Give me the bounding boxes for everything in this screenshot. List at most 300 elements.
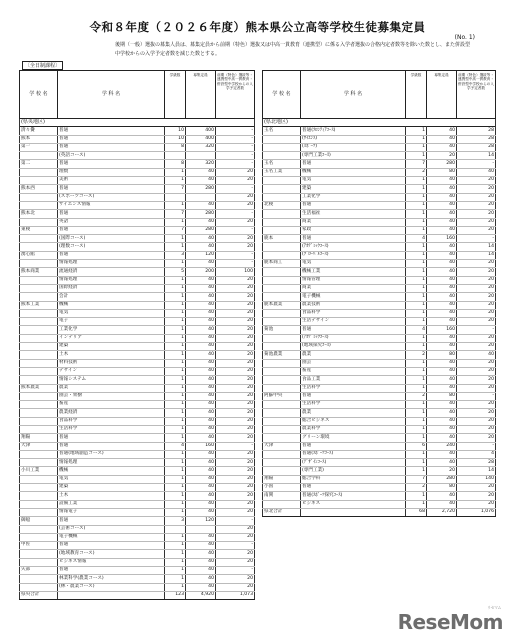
course-name-cell: (ｸﾞﾛｰﾊﾞﾙｺｰｽ) — [301, 251, 406, 259]
quota-cell: 40 — [186, 450, 216, 458]
classes-cell: 1 — [165, 492, 186, 500]
note-cell: - — [216, 542, 255, 550]
quota-cell: 40 — [427, 185, 457, 193]
school-name-cell — [263, 309, 301, 317]
quota-cell: 40 — [186, 434, 216, 442]
school-name-cell — [263, 185, 301, 193]
section-label: 〔全日制課程〕 — [22, 61, 63, 70]
table-row — [263, 417, 496, 425]
quota-cell: 40 — [427, 301, 457, 309]
note-cell: 20 — [216, 500, 255, 508]
classes-cell: 1 — [406, 218, 427, 226]
course-name-cell: 機械工業 — [301, 268, 406, 276]
table-row — [20, 525, 255, 533]
note-cell: 14 — [457, 467, 496, 475]
classes-cell: 1 — [165, 558, 186, 566]
region-row — [263, 119, 496, 127]
note-cell: - — [216, 567, 255, 575]
course-name-cell: (専門工業ｺｰｽ) — [301, 152, 406, 160]
school-name-cell — [263, 135, 301, 143]
school-name-cell: 第一 — [20, 143, 58, 151]
quota-cell: 40 — [427, 276, 457, 284]
classes-cell: 2 — [406, 351, 427, 359]
course-name-cell: 情報処理 — [58, 459, 165, 467]
school-name-cell — [20, 575, 58, 583]
course-name-cell: 普通 — [301, 442, 406, 450]
classes-cell: 7 — [165, 185, 186, 193]
course-name-cell: 情報電子 — [58, 508, 165, 516]
school-name-cell — [263, 409, 301, 417]
classes-cell: 1 — [165, 384, 186, 392]
quota-cell: 280 — [427, 475, 457, 483]
note-cell: 20 — [457, 284, 496, 292]
course-name-cell: 情報システム — [58, 376, 165, 384]
total-cell — [301, 508, 406, 516]
course-name-cell: 生活科学 — [58, 425, 165, 433]
course-name-cell: 建築 — [301, 185, 406, 193]
classes-cell: 10 — [165, 127, 186, 135]
course-name-cell: 商業 — [301, 218, 406, 226]
course-name-cell: 生活デザイン — [301, 318, 406, 326]
school-name-cell — [263, 367, 301, 375]
quota-cell: 40 — [427, 135, 457, 143]
table-row — [20, 235, 255, 243]
note-cell: 20 — [216, 558, 255, 566]
school-name-cell: 北稜 — [263, 201, 301, 209]
quota-cell: 40 — [186, 334, 216, 342]
table-row — [263, 226, 496, 234]
quota-cell — [186, 193, 216, 201]
table-row — [263, 500, 496, 508]
course-name-cell: 普通(ｽﾎﾟｰﾂｺｰｽ) — [301, 450, 406, 458]
quota-cell: 40 — [186, 243, 216, 251]
quota-cell: 240 — [427, 442, 457, 450]
table-row — [263, 343, 496, 351]
quota-cell: 40 — [186, 484, 216, 492]
left-quota-table — [19, 70, 255, 600]
quota-cell: 40 — [427, 450, 457, 458]
table-row — [263, 384, 496, 392]
school-name-cell: 湧心館 — [20, 251, 58, 259]
quota-cell: 40 — [186, 425, 216, 433]
region-label: (県央地区) — [20, 119, 255, 127]
note-cell: 20 — [216, 168, 255, 176]
quota-cell: 40 — [186, 409, 216, 417]
classes-cell: 1 — [165, 309, 186, 317]
note-cell: 40 — [457, 168, 496, 176]
course-name-cell: 畜産 — [58, 401, 165, 409]
note-cell: 20 — [216, 351, 255, 359]
school-name-cell — [20, 235, 58, 243]
classes-cell: 1 — [406, 284, 427, 292]
course-name-cell: 普通 — [58, 567, 165, 575]
table-row — [20, 268, 255, 276]
table-row — [20, 517, 255, 525]
classes-cell: 1 — [165, 401, 186, 409]
course-name-cell: ビジネス — [301, 500, 406, 508]
quota-cell: 40 — [427, 409, 457, 417]
table-row — [20, 127, 255, 135]
school-name-cell — [263, 226, 301, 234]
classes-cell: 1 — [165, 351, 186, 359]
table-row — [263, 409, 496, 417]
quota-cell: 40 — [427, 226, 457, 234]
note-cell: - — [457, 235, 496, 243]
quota-cell: 80 — [427, 168, 457, 176]
table-row — [263, 260, 496, 268]
note-cell: 20 — [216, 417, 255, 425]
classes-cell: 1 — [406, 185, 427, 193]
col-classes-header: 学級数 — [406, 71, 427, 119]
course-name-cell: 国際経済 — [58, 284, 165, 292]
note-cell: 20 — [216, 177, 255, 185]
classes-cell: 4 — [406, 326, 427, 334]
school-name-cell — [20, 276, 58, 284]
school-name-cell — [20, 459, 58, 467]
quota-cell: 40 — [427, 459, 457, 467]
classes-cell: 1 — [165, 276, 186, 284]
table-row — [263, 367, 496, 375]
classes-cell: 1 — [165, 459, 186, 467]
school-name-cell — [20, 193, 58, 201]
quota-cell: 320 — [186, 143, 216, 151]
classes-cell: 1 — [406, 135, 427, 143]
course-name-cell: 電子機械 — [58, 533, 165, 541]
quota-cell: 40 — [427, 127, 457, 135]
quota-cell: 200 — [186, 268, 216, 276]
course-name-cell: 設備工業 — [58, 500, 165, 508]
table-row — [263, 284, 496, 292]
school-name-cell — [263, 318, 301, 326]
quota-cell: 40 — [186, 301, 216, 309]
table-row — [263, 301, 496, 309]
course-name-cell: 建築 — [58, 484, 165, 492]
school-name-cell: 甲佐 — [20, 542, 58, 550]
note-cell: 20 — [216, 459, 255, 467]
course-name-cell: 普通 — [58, 517, 165, 525]
table-row — [263, 334, 496, 342]
classes-cell: 1 — [406, 293, 427, 301]
classes-cell: 1 — [406, 127, 427, 135]
course-name-cell: グリーン環境 — [301, 434, 406, 442]
school-name-cell — [263, 268, 301, 276]
quota-cell: 40 — [427, 434, 457, 442]
classes-cell: 1 — [165, 376, 186, 384]
quota-cell: 40 — [186, 235, 216, 243]
course-name-cell: 普通 — [58, 251, 165, 259]
classes-cell: 1 — [406, 459, 427, 467]
school-name-cell: 熊本西 — [20, 185, 58, 193]
classes-cell — [165, 152, 186, 160]
school-name-cell — [263, 467, 301, 475]
region-label: (県北地区) — [263, 119, 496, 127]
total-row — [20, 591, 255, 599]
school-name-cell: 阿蘇中央 — [263, 392, 301, 400]
school-name-cell: 第二 — [20, 160, 58, 168]
note-cell: 20 — [457, 343, 496, 351]
table-row — [20, 243, 255, 251]
school-name-cell — [20, 367, 58, 375]
note-cell: 20 — [457, 334, 496, 342]
note-cell: 28 — [457, 135, 496, 143]
classes-cell: 2 — [406, 392, 427, 400]
school-name-cell — [263, 284, 301, 292]
table-row — [20, 351, 255, 359]
classes-cell: 1 — [165, 500, 186, 508]
quota-cell: 40 — [186, 542, 216, 550]
col-note-header: 前期（特色）選抜等・連携型中高一貫教育・併設型中学校からの入学予定者数 — [457, 71, 496, 119]
course-name-cell: 普通 — [58, 135, 165, 143]
course-name-cell: 普通 — [58, 185, 165, 193]
classes-cell: 1 — [165, 260, 186, 268]
table-row — [20, 567, 255, 575]
quota-cell: 40 — [427, 193, 457, 201]
note-cell: 20 — [457, 376, 496, 384]
classes-cell: 1 — [165, 177, 186, 185]
quota-cell: 40 — [427, 425, 457, 433]
classes-cell: 1 — [165, 318, 186, 326]
classes-cell: 1 — [165, 550, 186, 558]
quota-cell: 80 — [427, 392, 457, 400]
table-row — [263, 467, 496, 475]
school-name-cell — [263, 143, 301, 151]
note-cell: 14 — [457, 152, 496, 160]
classes-cell: 5 — [165, 268, 186, 276]
note-cell: 20 — [216, 334, 255, 342]
course-name-cell: (ｽﾎﾟｰﾂ) — [301, 143, 406, 151]
table-row — [263, 218, 496, 226]
note-cell: - — [216, 143, 255, 151]
school-name-cell — [263, 434, 301, 442]
course-name-cell: (理数コース) — [58, 243, 165, 251]
note-cell: 20 — [457, 210, 496, 218]
school-name-cell — [263, 343, 301, 351]
table-row — [20, 384, 255, 392]
classes-cell: 1 — [406, 152, 427, 160]
quota-cell: 40 — [186, 359, 216, 367]
school-name-cell — [20, 334, 58, 342]
course-name-cell: (ｱｶﾃﾞﾐｯｸｺｰｽ) — [301, 334, 406, 342]
course-name-cell: 電気 — [58, 309, 165, 317]
school-name-cell: 翔陽 — [263, 475, 301, 483]
classes-cell: 1 — [165, 168, 186, 176]
quota-cell: 40 — [427, 268, 457, 276]
note-cell: - — [457, 160, 496, 168]
classes-cell: 3 — [165, 517, 186, 525]
table-row — [263, 318, 496, 326]
quota-cell: 40 — [186, 276, 216, 284]
classes-cell: 1 — [165, 334, 186, 342]
note-cell: - — [457, 326, 496, 334]
table-row — [263, 235, 496, 243]
course-name-cell: 普通 — [58, 542, 165, 550]
school-name-cell — [20, 484, 58, 492]
table-row — [263, 185, 496, 193]
note-cell: - — [216, 160, 255, 168]
classes-cell: 1 — [165, 284, 186, 292]
note-cell: 28 — [457, 143, 496, 151]
col-school-header: 学 校 名 — [263, 71, 301, 119]
note-cell: 14 — [457, 251, 496, 259]
note-cell: 20 — [457, 268, 496, 276]
classes-cell: 1 — [165, 467, 186, 475]
school-name-cell — [263, 152, 301, 160]
table-row — [20, 326, 255, 334]
total-cell: 2,720 — [427, 508, 457, 516]
school-name-cell — [263, 401, 301, 409]
course-name-cell: 理数 — [58, 168, 165, 176]
note-cell: 20 — [457, 401, 496, 409]
quota-cell: 40 — [427, 417, 457, 425]
quota-cell: 320 — [186, 160, 216, 168]
school-name-cell — [20, 533, 58, 541]
table-row — [263, 276, 496, 284]
classes-cell: 7 — [165, 210, 186, 218]
note-cell: 20 — [216, 525, 255, 533]
note-cell: - — [216, 517, 255, 525]
note-cell: 20 — [457, 367, 496, 375]
table-row — [20, 475, 255, 483]
note-cell: 20 — [457, 218, 496, 226]
quota-cell: 40 — [186, 417, 216, 425]
note-cell: 20 — [216, 533, 255, 541]
course-name-cell: 電子 — [58, 318, 165, 326]
total-cell: 県北合計 — [263, 508, 301, 516]
school-name-cell — [20, 376, 58, 384]
classes-cell: 1 — [165, 434, 186, 442]
table-row — [20, 467, 255, 475]
logo-sub: リセマム — [487, 605, 501, 610]
quota-cell: 40 — [186, 550, 216, 558]
school-name-cell — [20, 201, 58, 209]
quota-cell: 120 — [186, 517, 216, 525]
school-name-cell: 南関 — [263, 492, 301, 500]
course-name-cell: 普通 — [301, 235, 406, 243]
school-name-cell — [20, 293, 58, 301]
course-name-cell: 農業経済 — [58, 409, 165, 417]
note-cell: 20 — [216, 583, 255, 591]
classes-cell: 1 — [406, 434, 427, 442]
table-row — [20, 583, 255, 591]
course-name-cell: 園芸・果樹 — [58, 392, 165, 400]
right-quota-table — [262, 70, 496, 517]
course-name-cell: (ｱｶﾃﾞﾐｯｸｺｰｽ) — [301, 243, 406, 251]
note-cell: 20 — [216, 276, 255, 284]
note-cell: 20 — [457, 359, 496, 367]
note-cell: 20 — [457, 301, 496, 309]
course-name-cell: 普通 — [58, 210, 165, 218]
course-name-cell: 農業 — [301, 351, 406, 359]
course-name-cell: 農業科学 — [301, 425, 406, 433]
course-name-cell: 電気 — [301, 260, 406, 268]
school-name-cell: 大津 — [263, 442, 301, 450]
quota-cell: 40 — [186, 533, 216, 541]
school-name-cell: 熊本農業 — [20, 384, 58, 392]
table-row — [20, 401, 255, 409]
classes-cell: 1 — [165, 409, 186, 417]
table-row — [263, 193, 496, 201]
col-note-header: 前期（特色）選抜等・連携型中高一貫教育・併設型中学校からの入学予定者数 — [216, 71, 255, 119]
course-name-cell: 工業化学 — [301, 193, 406, 201]
quota-cell: 40 — [186, 467, 216, 475]
classes-cell: 1 — [406, 143, 427, 151]
course-name-cell: 英語 — [58, 218, 165, 226]
course-name-cell: 園芸 — [301, 359, 406, 367]
classes-cell: 1 — [165, 201, 186, 209]
classes-cell: 1 — [406, 210, 427, 218]
note-cell: 20 — [457, 309, 496, 317]
note-cell: 20 — [457, 409, 496, 417]
course-name-cell: 食品科学 — [58, 417, 165, 425]
quota-cell: 80 — [427, 484, 457, 492]
note-cell: 20 — [457, 500, 496, 508]
school-name-cell — [263, 210, 301, 218]
quota-cell: 40 — [186, 293, 216, 301]
classes-cell: 1 — [406, 243, 427, 251]
quota-cell: 40 — [186, 583, 216, 591]
quota-cell: 280 — [427, 160, 457, 168]
table-row — [263, 243, 496, 251]
note-cell: 20 — [457, 434, 496, 442]
note-cell: 20 — [216, 193, 255, 201]
course-name-cell: 土木 — [58, 492, 165, 500]
course-name-cell: 普通 — [301, 160, 406, 168]
note-cell: 20 — [216, 409, 255, 417]
quota-cell: 80 — [427, 351, 457, 359]
classes-cell: 3 — [165, 251, 186, 259]
note-cell: - — [457, 442, 496, 450]
school-name-cell — [20, 401, 58, 409]
classes-cell: 1 — [406, 309, 427, 317]
note-cell: 28 — [457, 459, 496, 467]
school-name-cell — [20, 318, 58, 326]
course-name-cell: 普通 — [301, 201, 406, 209]
course-name-cell: 普通(ｽﾎﾟｰﾂ探究ｺｰｽ) — [301, 492, 406, 500]
course-name-cell: 農業 — [301, 409, 406, 417]
school-name-cell: 翔陽 — [20, 434, 58, 442]
school-name-cell — [20, 309, 58, 317]
classes-cell: 1 — [165, 417, 186, 425]
course-name-cell: 美術 — [58, 177, 165, 185]
note-cell: 20 — [216, 401, 255, 409]
school-name-cell — [20, 417, 58, 425]
quota-cell: 40 — [427, 359, 457, 367]
note-cell: - — [216, 226, 255, 234]
school-name-cell: 鹿本農業 — [263, 301, 301, 309]
course-name-cell: デザイン — [58, 367, 165, 375]
school-name-cell: 菊池農業 — [263, 351, 301, 359]
classes-cell: 4 — [165, 442, 186, 450]
total-cell: 4,920 — [186, 591, 216, 599]
quota-cell: 40 — [427, 177, 457, 185]
table-row — [20, 459, 255, 467]
school-name-cell — [20, 243, 58, 251]
table-row — [263, 376, 496, 384]
table-row — [20, 492, 255, 500]
note-cell: - — [216, 127, 255, 135]
quota-cell: 40 — [186, 401, 216, 409]
classes-cell — [165, 193, 186, 201]
school-name-cell — [20, 351, 58, 359]
note-cell: 20 — [216, 201, 255, 209]
table-row — [20, 533, 255, 541]
school-name-cell — [20, 218, 58, 226]
total-cell: 68 — [406, 508, 427, 516]
classes-cell: 1 — [406, 376, 427, 384]
course-name-cell: 普通(ﾌﾛﾝﾃｨｱｺｰｽ) — [301, 127, 406, 135]
classes-cell: 1 — [165, 484, 186, 492]
classes-cell: 1 — [165, 326, 186, 334]
